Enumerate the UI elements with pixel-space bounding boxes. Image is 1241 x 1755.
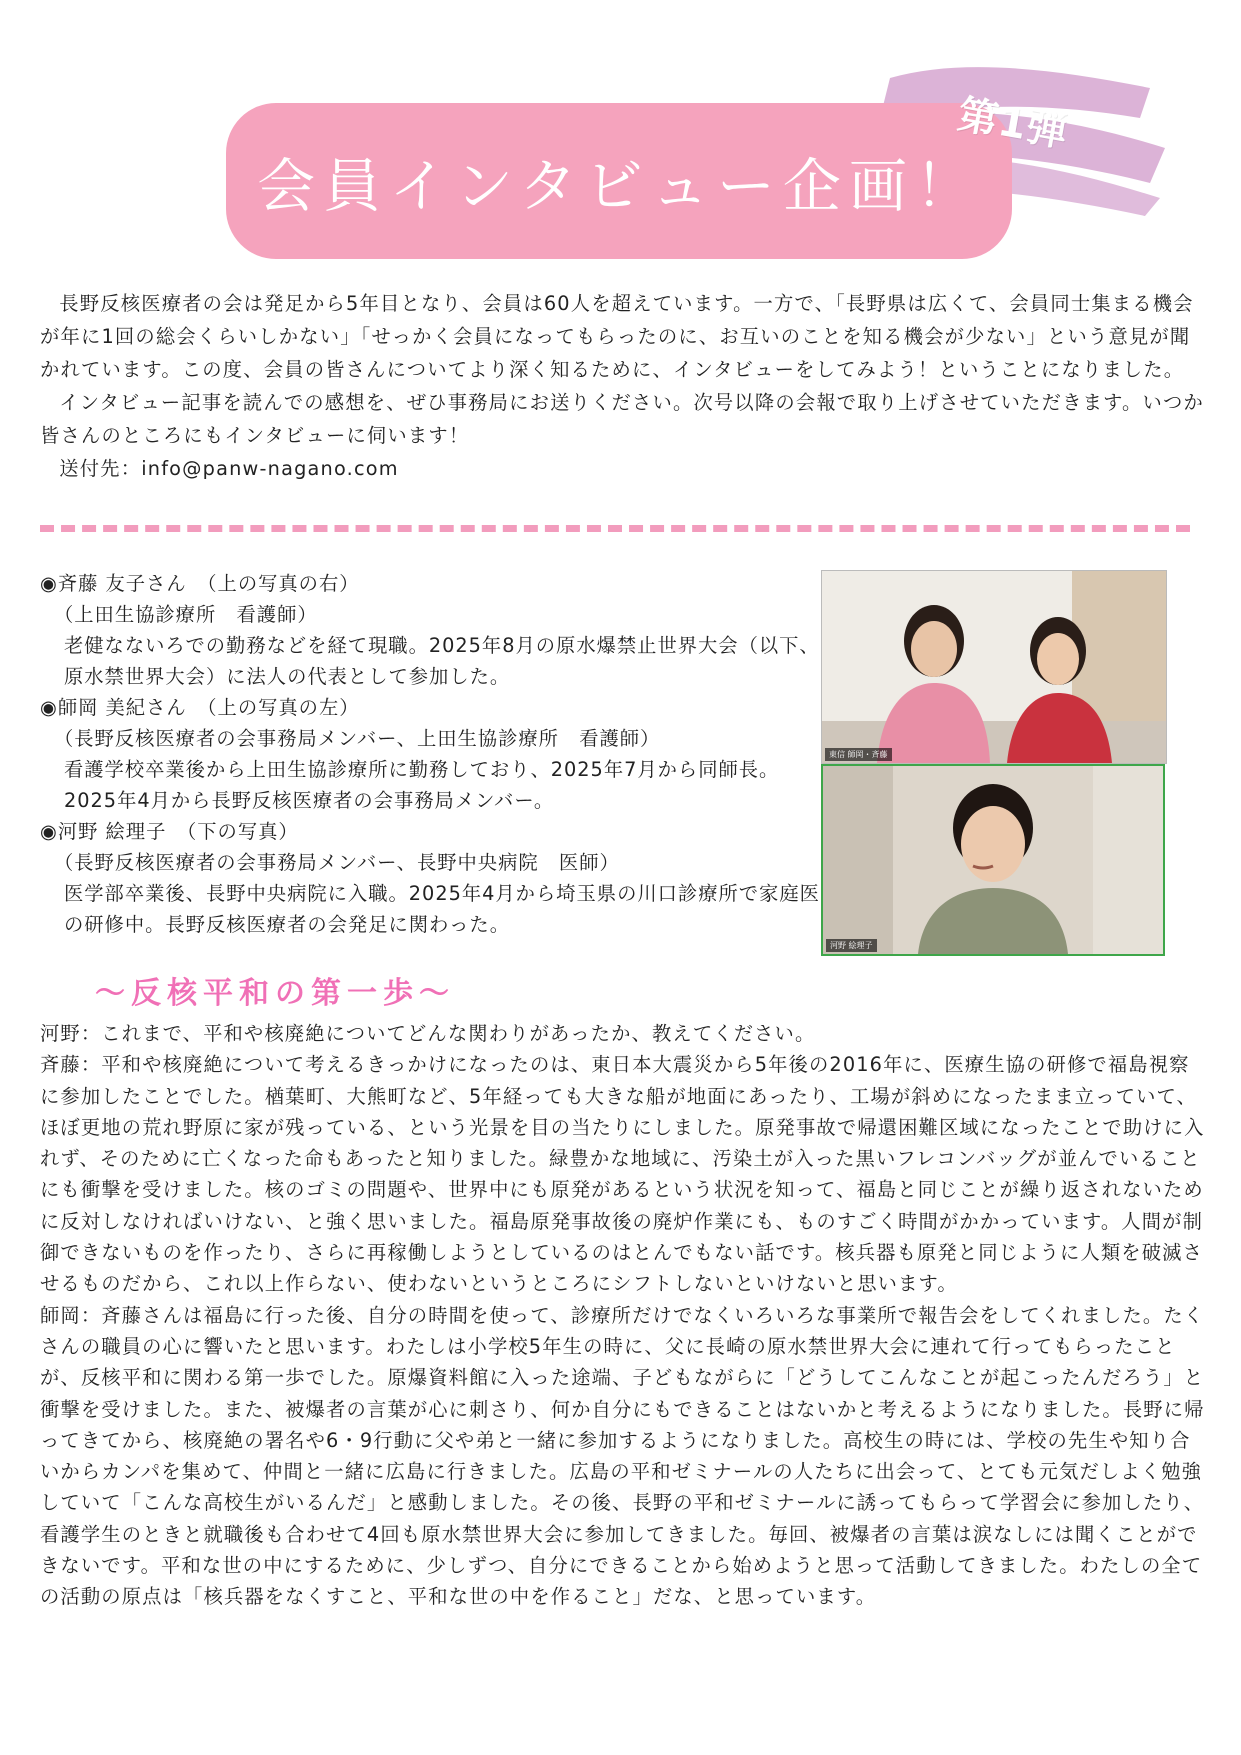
page-title: 会員インタビュー企画！ [257,152,981,220]
profile-name: ◉河野 絵理子 （下の写真） [40,820,299,843]
issue-badge: 第1弾 [954,91,1072,157]
profile-kono [40,816,820,940]
dialogue-paragraph: 師岡：斉藤さんは福島に行った後、自分の時間を使って、診療所だけでなくいろいろな事業所で報告会をしてくれました。たくさんの職員の心に響いたと思います。わたしは小学校5年生の時に、父に長崎の原水禁世界大会に連れて行ってもらったことが、反核平和に関わる第一歩でした。原爆資料館に入った途端、子どもながらに「どうしてこんなことが起こったんだろう」と衝撃を受けました。また、被爆者の言葉が心に刺さり、何か自分にもできることはないかと考えるようになりました。長野に帰ってきてから、核廃絶の署名や6・9行動に父や弟と一緒に参加するようになりました。高校生の時には、学校の先生や知り合いからカンパを集めて、仲間と一緒に広島に行きました。広島の平和ゼミナールの人たちに出会って、とても元気だしよく勉強していて「こんな高校生がいるんだ」と感動しました。その後、長野の平和ゼミナールに誘ってもらって学習会に参加したり、看護学生のときと就職後も合わせて4回も原水禁世界大会に参加してきました。毎回、被爆者の言葉は涙なしには聞くことができないです。平和な世の中にするために、少しずつ、自分にできることから始めようと思って活動してきました。わたしの全ての活動の原点は「核兵器をなくすこと、平和な世の中を作ること」だな、と思っています。 [40,1303,1205,1609]
photo-illustration [822,571,1166,763]
photo-caption: 河野 絵理子 [826,939,877,952]
profile-affiliation: （上田生協診療所 看護師） [54,603,318,626]
photo-caption: 東信 師岡・斉藤 [825,748,892,761]
intro-paragraph: 長野反核医療者の会は発足から5年目となり、会員は60人を超えています。一方で、「長野県は広くて、会員同士集まる機会が年に1回の総会くらいしかない」「せっかく会員になってもらったのに、お互いのことを知る機会が少ない」という意見が聞かれています。この度、会員の皆さんについてより深く知るために、インタビューをしてみよう！ということになりました。 [40,292,1194,381]
photo-illustration [823,766,1163,954]
profile-name: ◉斉藤 友子さん （上の写真の右） [40,572,360,595]
dialogue-paragraph: 河野：これまで、平和や核廃絶についてどんな関わりがあったか、教えてください。 [40,1022,816,1045]
profile-name: ◉師岡 美紀さん （上の写真の左） [40,696,360,719]
intro-paragraph: インタビュー記事を読んでの感想を、ぜひ事務局にお送りください。次号以降の会報で取り上げさせていただきます。いつか皆さんのところにもインタビューに伺います！ [40,391,1204,447]
profile-description: 看護学校卒業後から上田生協診療所に勤務しており、2025年7月から同師長。2025年4月から長野反核医療者の会事務局メンバー。 [64,758,780,812]
photo-doctor [821,764,1165,956]
dashed-divider [40,525,1190,532]
photo-two-nurses [821,570,1167,764]
profiles-section [40,568,820,940]
profile-affiliation: （長野反核医療者の会事務局メンバー、上田生協診療所 看護師） [54,727,661,750]
section-heading: ～反核平和の第一歩～ [95,976,455,1011]
profile-description: 医学部卒業後、長野中央病院に入職。2025年4月から埼玉県の川口診療所で家庭医の研修中。長野反核医療者の会発足に関わった。 [64,882,820,936]
interview-body [40,1018,1205,1613]
profile-morooka [40,692,820,816]
contact-email[interactable]: 送付先：info@panw-nagano.com [59,457,399,480]
profile-affiliation: （長野反核医療者の会事務局メンバー、長野中央病院 医師） [54,851,620,874]
dialogue-paragraph: 斉藤：平和や核廃絶について考えるきっかけになったのは、東日本大震災から5年後の2016年に、医療生協の研修で福島視察に参加したことでした。楢葉町、大熊町など、5年経っても大きな船が地面にあったり、工場が斜めになったまま立っていて、ほぼ更地の荒れ野原に家が残っている、という光景を目の当たりにしました。原発事故で帰還困難区域になったことで助けに入れず、そのために亡くなった命もあったと知りました。緑豊かな地域に、汚染土が入った黒いフレコンバッグが並んでいることにも衝撃を受けました。核のゴミの問題や、世界中にも原発があるという状況を知って、福島と同じことが繰り返されないために反対しなければいけない、と強く思いました。福島原発事故後の廃炉作業にも、ものすごく時間がかかっています。人間が制御できないものを作ったり、さらに再稼働しようとしているのはとんでもない話です。核兵器も原発と同じように人類を破滅させるものだから、これ以上作らない、使わないというところにシフトしないといけないと思います。 [40,1053,1205,1296]
profile-saito [40,568,820,692]
intro-section [40,287,1205,485]
profile-description: 老健なないろでの勤務などを経て現職。2025年8月の原水爆禁止世界大会（以下、原水禁世界大会）に法人の代表として参加した。 [64,634,820,688]
